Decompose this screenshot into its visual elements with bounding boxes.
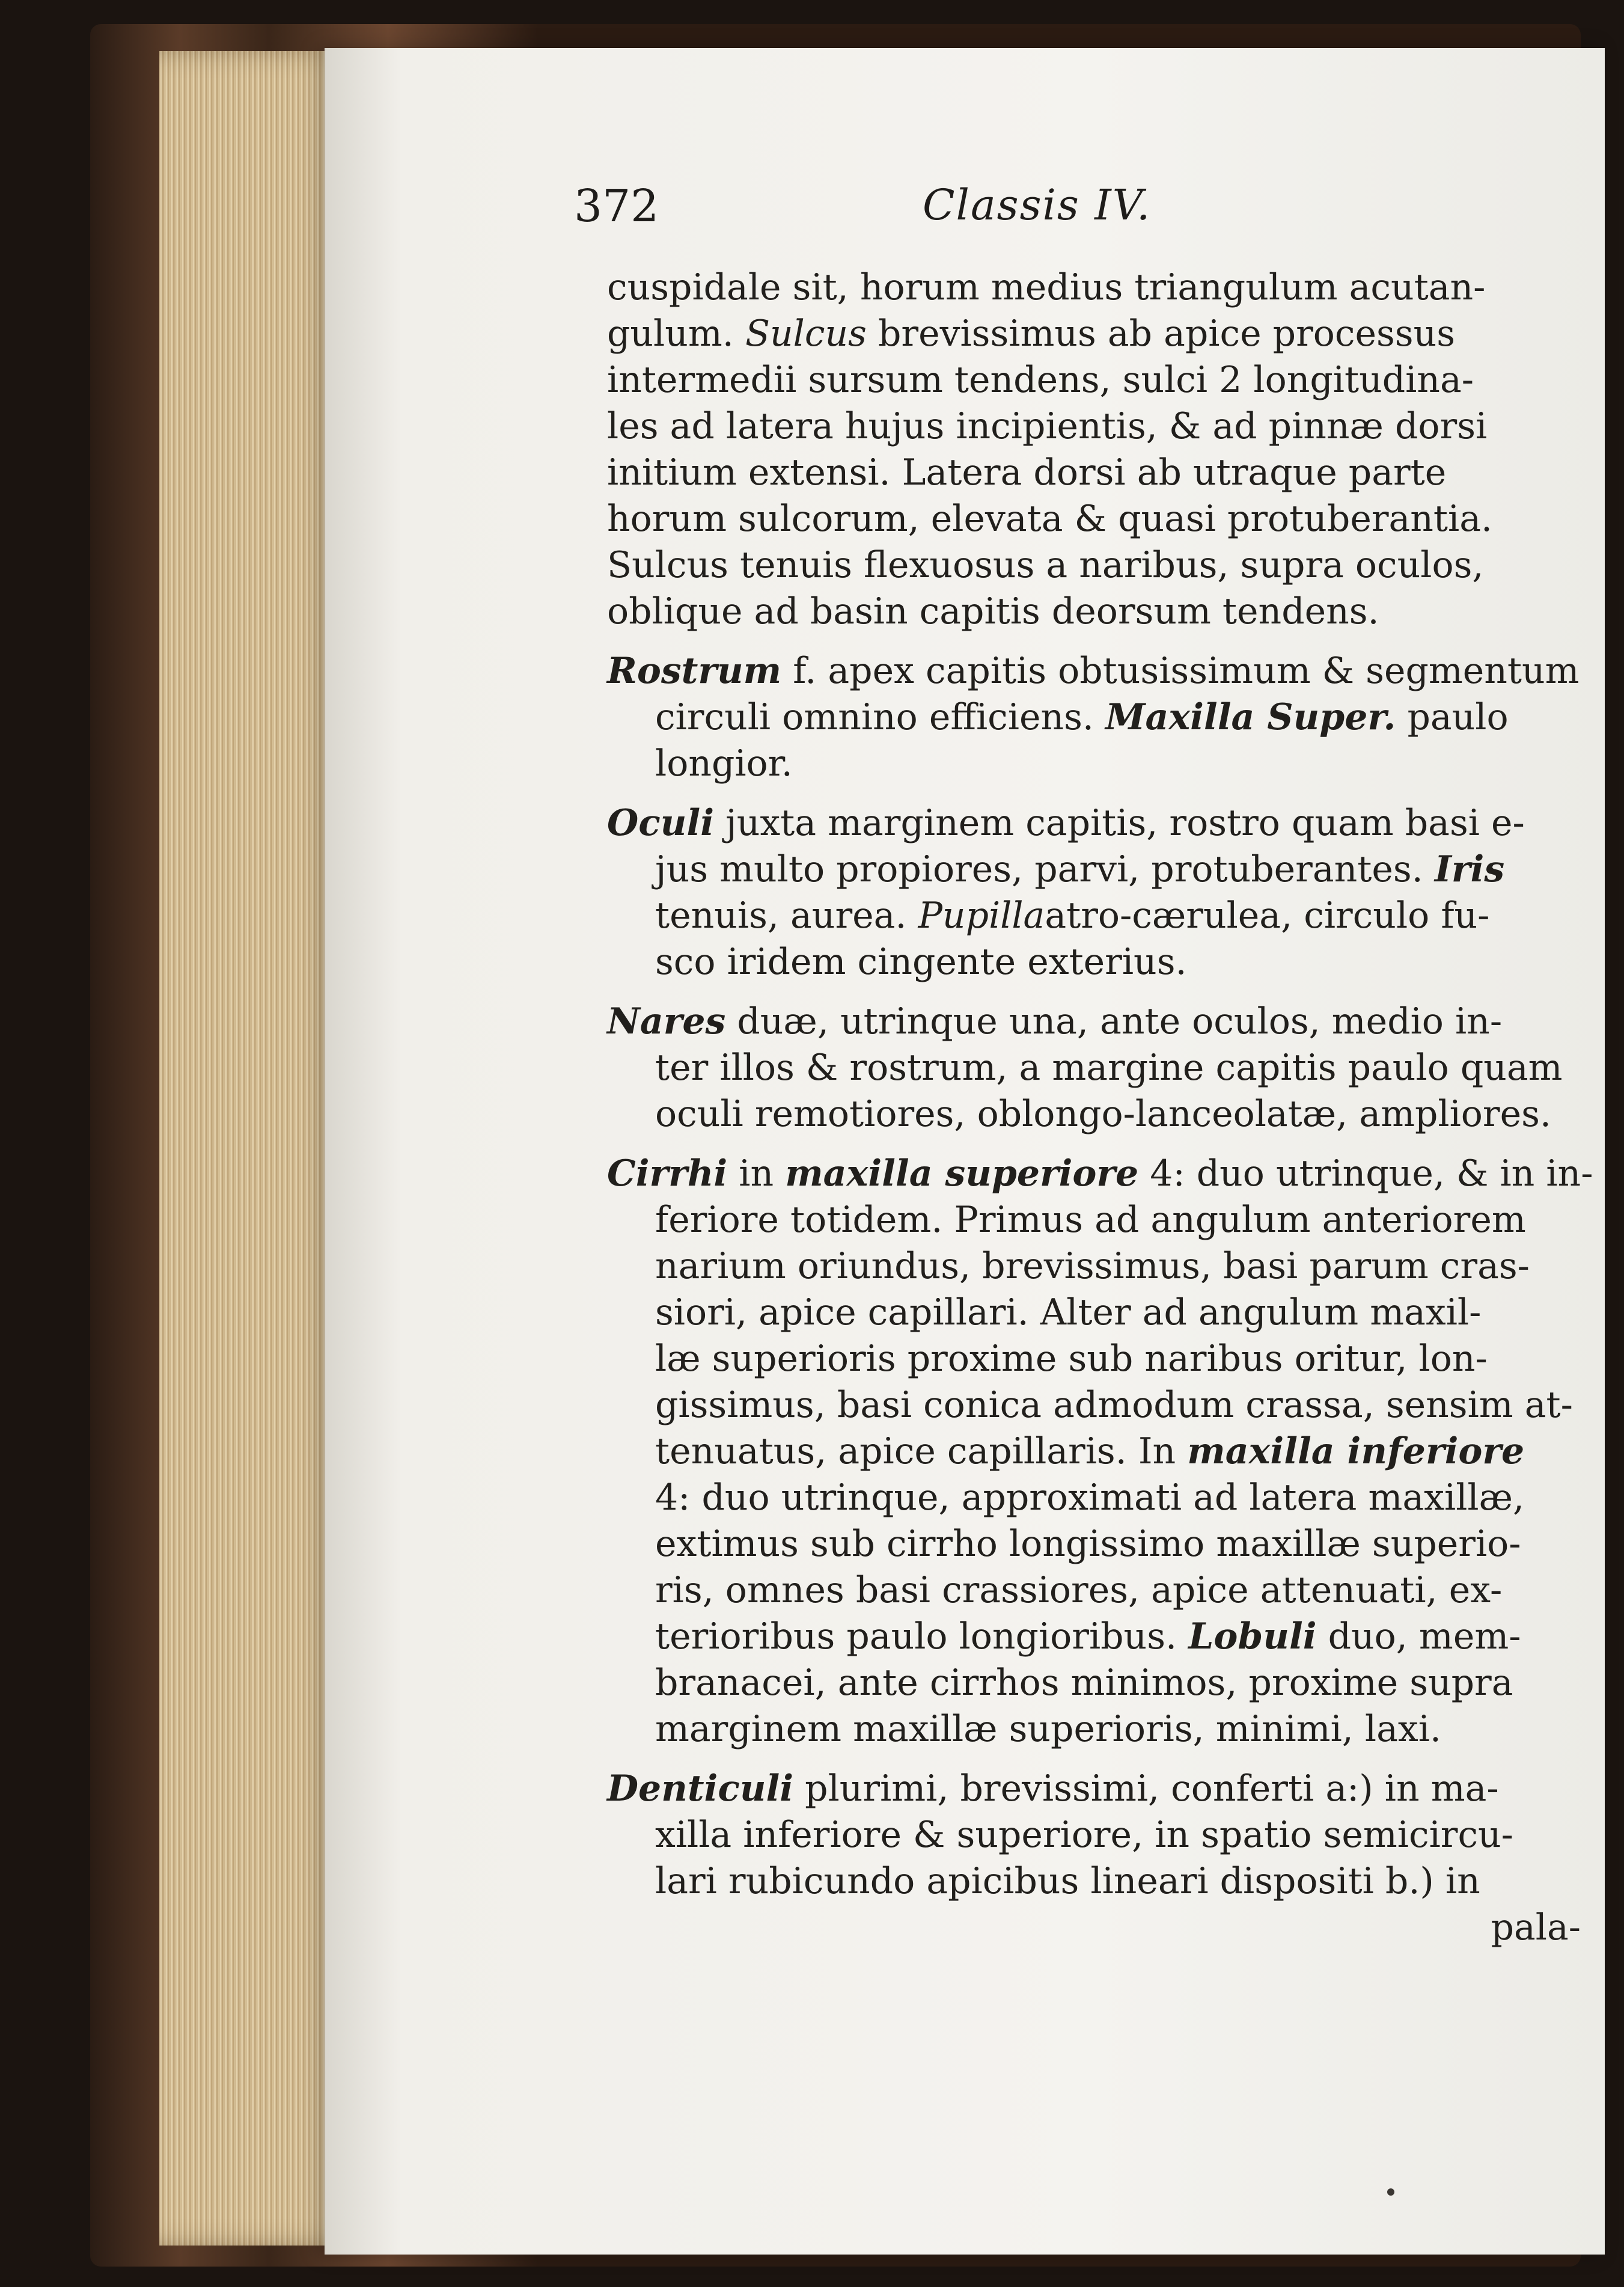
body-text bbox=[607, 265, 1593, 1964]
text-line: ter illos & rostrum, a margine capitis paulo quam bbox=[655, 1047, 1563, 1089]
paragraph bbox=[607, 265, 1581, 635]
paragraph-denticuli bbox=[607, 1766, 1581, 1951]
page-number: 372 bbox=[574, 180, 659, 232]
text-line: terioribus paulo longioribus. Lobuli duo, mem- bbox=[655, 1615, 1521, 1658]
running-head bbox=[574, 180, 1205, 246]
paragraph-nares bbox=[607, 999, 1581, 1137]
text-line: circuli omnino efficiens. Maxilla Super. paulo bbox=[655, 696, 1509, 738]
paragraph-cirrhi bbox=[607, 1151, 1593, 1753]
text-line: læ superioris proxime sub naribus oritur, lon- bbox=[655, 1338, 1488, 1380]
text-line: narium oriundus, brevissimus, basi parum cras- bbox=[655, 1245, 1530, 1287]
paragraph-oculi bbox=[607, 800, 1581, 985]
text-line: initium extensi. Latera dorsi ab utraque parte bbox=[607, 452, 1447, 494]
text-line: gulum. Sulcus brevissimus ab apice processus bbox=[607, 313, 1455, 355]
text-line: Nares duæ, utrinque una, ante oculos, medio in- bbox=[607, 1000, 1503, 1042]
text-line: tenuis, aurea. Pupillaatro-cærulea, circulo fu- bbox=[655, 895, 1490, 937]
text-line: les ad latera hujus incipientis, & ad pinnæ dorsi bbox=[607, 405, 1488, 447]
running-title: Classis IV. bbox=[923, 180, 1152, 230]
ink-speck bbox=[1387, 2188, 1394, 2196]
text-line: sco iridem cingente exterius. bbox=[655, 941, 1187, 983]
paragraph-rostrum bbox=[607, 648, 1581, 787]
text-line: xilla inferiore & superiore, in spatio semicircu- bbox=[655, 1814, 1513, 1856]
text-line: Denticuli plurimi, brevissimi, conferti a:) in ma- bbox=[607, 1768, 1499, 1810]
text-line: marginem maxillæ superioris, minimi, laxi. bbox=[655, 1708, 1441, 1750]
text-line: cuspidale sit, horum medius triangulum acutan- bbox=[607, 266, 1486, 308]
text-line: Sulcus tenuis flexuosus a naribus, supra oculos, bbox=[607, 544, 1484, 586]
text-line: Oculi juxta marginem capitis, rostro quam basi e- bbox=[607, 802, 1525, 844]
text-line: tenuatus, apice capillaris. In maxilla inferiore bbox=[655, 1430, 1525, 1472]
text-line: feriore totidem. Primus ad angulum anteriorem bbox=[655, 1199, 1526, 1241]
text-line: lari rubicundo apicibus lineari dispositi b.) in bbox=[655, 1860, 1480, 1902]
text-line: longior. bbox=[655, 742, 793, 785]
text-line: oblique ad basin capitis deorsum tendens. bbox=[607, 590, 1379, 632]
text-line: Rostrum f. apex capitis obtusissimum & segmentum bbox=[607, 650, 1580, 692]
text-line: ris, omnes basi crassiores, apice attenuati, ex- bbox=[655, 1569, 1503, 1611]
text-line: intermedii sursum tendens, sulci 2 longitudina- bbox=[607, 359, 1474, 401]
text-line: extimus sub cirrho longissimo maxillæ superio- bbox=[655, 1523, 1521, 1565]
text-line: branacei, ante cirrhos minimos, proxime supra bbox=[655, 1662, 1513, 1704]
catchword: pala- bbox=[1491, 1906, 1581, 1949]
text-line: jus multo propiores, parvi, protuberantes. Iris bbox=[655, 848, 1505, 890]
text-line: gissimus, basi conica admodum crassa, sensim at- bbox=[655, 1384, 1573, 1426]
text-line: horum sulcorum, elevata & quasi protuberantia. bbox=[607, 498, 1493, 540]
text-line: oculi remotiores, oblongo-lanceolatæ, ampliores. bbox=[655, 1093, 1551, 1135]
text-line: siori, apice capillari. Alter ad angulum maxil- bbox=[655, 1291, 1482, 1333]
text-line: Cirrhi in maxilla superiore 4: duo utrinque, & in in- bbox=[607, 1153, 1593, 1195]
text-line: 4: duo utrinque, approximati ad latera maxillæ, bbox=[655, 1477, 1525, 1519]
